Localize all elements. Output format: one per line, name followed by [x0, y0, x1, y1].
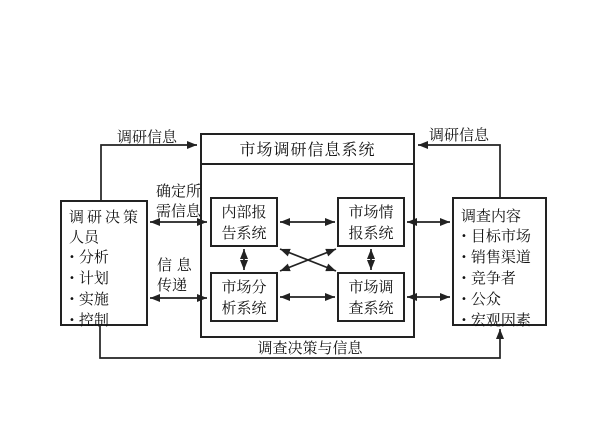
market-analysis-line2: 析系统	[221, 299, 267, 317]
list-item: • 实施	[69, 290, 109, 308]
market-intelligence-line1: 市场情	[348, 203, 394, 221]
list-item: • 控制	[69, 311, 109, 329]
market-survey-line2: 查系统	[348, 299, 394, 317]
info-transfer-label: 信 息 传递	[157, 256, 192, 294]
survey-decision-info-label: 调查决策与信息	[257, 339, 363, 357]
research-info-label-right: 调研信息	[429, 126, 490, 144]
connector-research-info-right	[418, 145, 500, 197]
market-analysis-box	[210, 272, 278, 322]
mris-title: 市场调研信息系统	[202, 135, 413, 165]
market-intelligence-box	[337, 197, 405, 247]
research-info-label-left: 调研信息	[117, 128, 178, 146]
bullet-icon: •	[461, 252, 467, 263]
determine-info-label: 确定所 需信息	[156, 182, 202, 220]
bullet-icon: •	[461, 273, 467, 284]
internal-reports-line1: 内部报	[221, 203, 267, 221]
market-analysis-line1: 市场分	[221, 278, 267, 296]
list-item: • 计划	[69, 269, 109, 287]
internal-reports-line2: 告系统	[221, 224, 267, 242]
bullet-icon: •	[69, 273, 75, 284]
market-intelligence-line2: 报系统	[348, 224, 394, 242]
decision-personnel-title2: 人员	[69, 228, 100, 246]
decision-personnel-box	[60, 200, 148, 329]
list-item: • 销售渠道	[461, 248, 531, 266]
market-survey-box	[337, 272, 405, 322]
bullet-icon: •	[461, 231, 467, 242]
list-item: • 分析	[69, 248, 109, 266]
bullet-icon: •	[461, 315, 467, 326]
bullet-icon: •	[461, 294, 467, 305]
decision-personnel-title1: 调研决策	[69, 208, 142, 226]
bullet-icon: •	[69, 315, 75, 326]
internal-reports-box	[210, 197, 278, 247]
bullet-icon: •	[69, 252, 75, 263]
survey-content-title: 调查内容	[461, 207, 522, 225]
list-item: • 宏观因素	[461, 311, 531, 329]
list-item: • 目标市场	[461, 227, 531, 245]
list-item: • 公众	[461, 290, 501, 308]
survey-content-box	[452, 197, 547, 329]
list-item: • 竞争者	[461, 269, 516, 287]
market-survey-line1: 市场调	[348, 278, 394, 296]
bullet-icon: •	[69, 294, 75, 305]
